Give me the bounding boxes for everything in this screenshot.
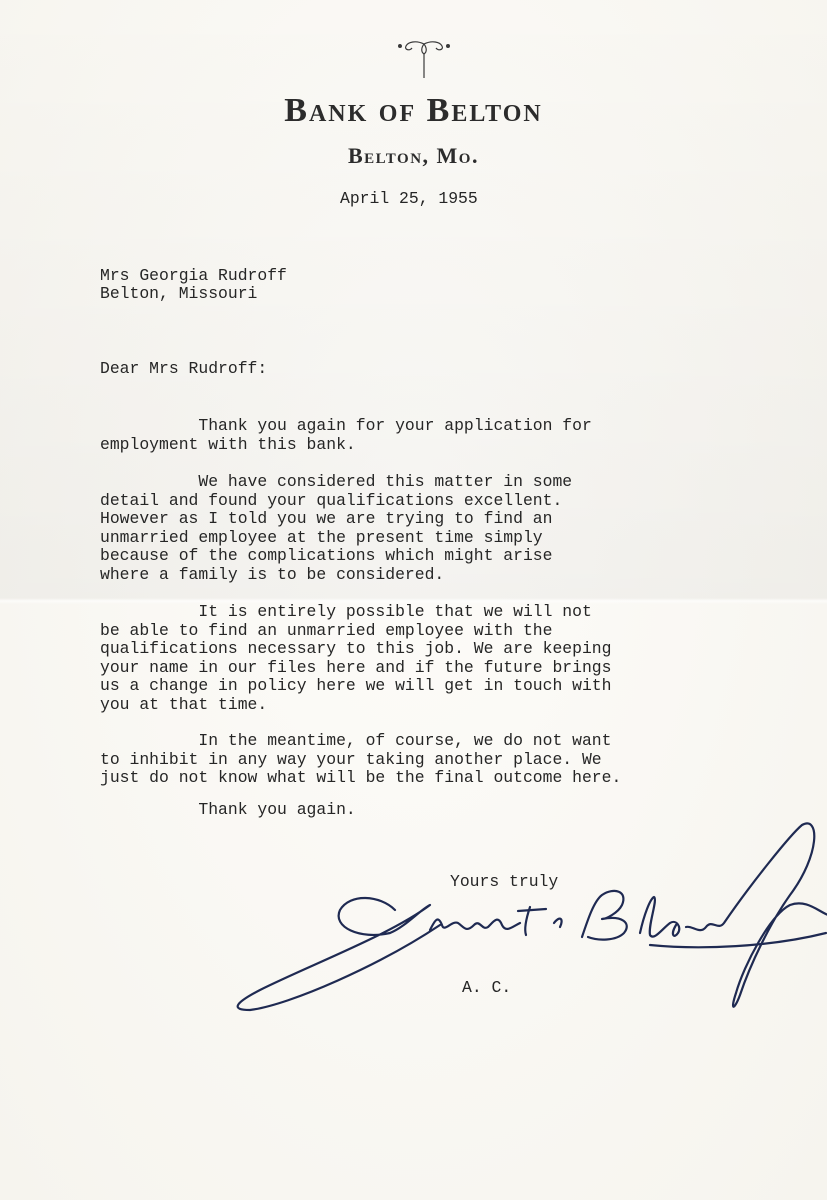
paragraph-line: We have considered this matter in some (100, 472, 573, 491)
letterhead-ornament-icon (394, 38, 454, 86)
paragraph-line: However as I told you we are trying to find an (100, 509, 553, 529)
body-paragraph (100, 603, 611, 715)
paragraph-line: employment with this bank. (100, 434, 356, 454)
bank-name: Bank of Belton (284, 92, 543, 129)
bank-city: Belton, Mo. (348, 143, 479, 168)
paragraph-line: where a family is to be considered. (100, 564, 445, 584)
body-paragraph (100, 732, 621, 788)
body-paragraph (100, 473, 572, 585)
paragraph-line: your name in our files here and if the future brings (100, 657, 612, 677)
paragraph-line: Thank you again. (100, 800, 356, 819)
paragraph-line: us a change in policy here we will get in touch with (100, 676, 612, 696)
letter-date: April 25, 1955 (340, 189, 478, 208)
paragraph-line: to inhibit in any way your taking another place. We (100, 749, 602, 769)
paragraph-line: It is entirely possible that we will not (100, 602, 592, 621)
recipient-name: Mrs Georgia Rudroff (100, 266, 287, 285)
handwritten-signature (230, 815, 827, 1015)
recipient-location: Belton, Missouri (100, 284, 258, 303)
paragraph-line: be able to find an unmarried employee with the (100, 620, 553, 640)
salutation: Dear Mrs Rudroff: (100, 359, 268, 378)
paragraph-line: unmarried employee at the present time simply (100, 527, 543, 547)
paragraph-line: just do not know what will be the final outcome here. (100, 768, 622, 788)
typist-initials: A. C. (462, 978, 512, 997)
paragraph-line: you at that time. (100, 694, 268, 714)
closing: Yours truly (450, 872, 559, 891)
paragraph-line: because of the complications which might arise (100, 546, 553, 566)
paragraph-line: qualifications necessary to this job. We are keeping (100, 639, 612, 659)
paragraph-line: detail and found your qualifications excellent. (100, 490, 563, 510)
paragraph-line: Thank you again for your application for (100, 416, 592, 435)
paragraph-line: In the meantime, of course, we do not want (100, 731, 612, 750)
body-paragraph (100, 417, 592, 454)
